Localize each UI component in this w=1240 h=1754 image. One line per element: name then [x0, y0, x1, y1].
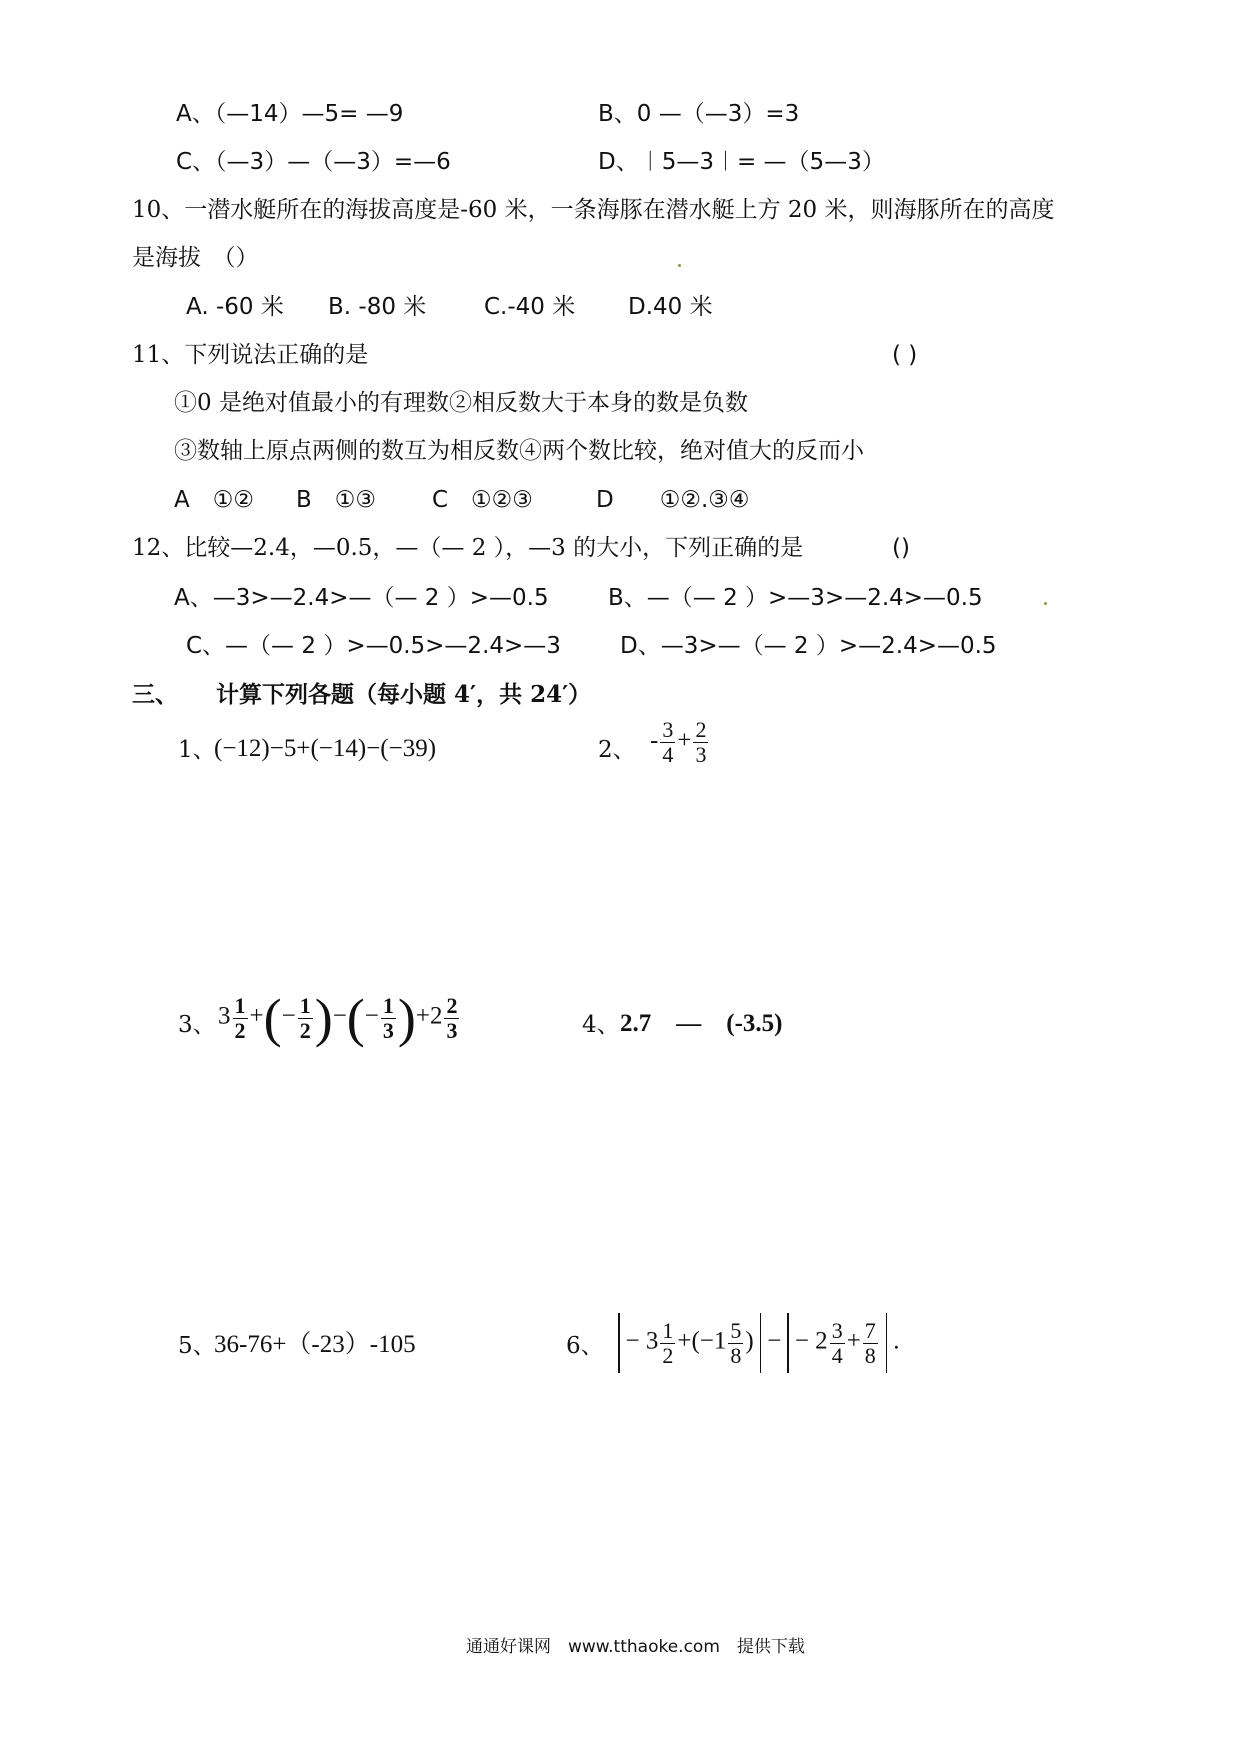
- abs-bar: [618, 1313, 620, 1373]
- fraction: $\frac{1}{2}$: [662, 1317, 674, 1368]
- abs-bar: [886, 1313, 888, 1373]
- fraction: $\frac{5}{8}$: [730, 1317, 742, 1368]
- minus-sign: -: [650, 727, 659, 755]
- q11-statement-1: ①0 是绝对值最小的有理数②相反数大于本身的数是负数: [174, 390, 748, 416]
- q11-option-a: A ①②: [174, 487, 254, 513]
- q9-option-c: C、（—3）—（—3）=—6: [176, 149, 451, 175]
- q9-option-b: B、0 —（—3）=3: [598, 101, 800, 127]
- q12-option-c: C、—（— 2 ）>—0.5>—2.4>—3: [186, 633, 561, 659]
- speck-mark: [678, 264, 681, 267]
- problem-1-label: 1、: [178, 737, 216, 763]
- problem-4-expression: 2.7 — (-3.5): [620, 1010, 783, 1037]
- q11-option-b: B ①③: [296, 487, 377, 513]
- abs-bar: [760, 1313, 762, 1373]
- fraction: $\frac{3}{4}$: [831, 1317, 843, 1368]
- q11-statement-2: ③数轴上原点两侧的数互为相反数④两个数比较，绝对值大的反而小: [174, 438, 864, 464]
- q10-option-c: C.-40 米: [484, 294, 576, 320]
- q10-option-a: A. -60 米: [186, 294, 284, 320]
- problem-6-label: 6、: [566, 1333, 604, 1359]
- fraction: $\frac{1}{2}$: [234, 992, 246, 1043]
- q12-answer-paren: (): [892, 535, 910, 561]
- q10-stem-line2: 是海拔 （）: [132, 245, 259, 271]
- q9-option-d: D、︱5—3︱= —（5—3）: [598, 149, 885, 175]
- q11-option-c: C ①②③: [432, 487, 533, 513]
- q10-option-d: D.40 米: [628, 294, 713, 320]
- q12-stem: 12、比较—2.4，—0.5，—（— 2 ），—3 的大小，下列正确的是: [132, 535, 804, 561]
- fraction: $\frac{2}{3}$: [695, 717, 707, 767]
- abs-bar: [787, 1313, 789, 1373]
- problem-2-expression: [650, 718, 710, 767]
- q12-option-b: B、—（— 2 ）>—3>—2.4>—0.5: [608, 585, 983, 611]
- problem-1-expression: (−12)−5+(−14)−(−39): [214, 735, 437, 762]
- problem-3-expression: 3 $\frac{1}{2}$ +(− $\frac{1}{2}$ )−(− $\frac{1}{3}$ )+2 $\frac{2}{3}$: [218, 988, 458, 1048]
- section-number: 三、: [132, 681, 178, 708]
- fraction: $\frac{7}{8}$: [864, 1317, 876, 1368]
- plus-sign: +: [677, 727, 692, 755]
- q9-option-a: A、（—14）—5= —9: [176, 101, 404, 127]
- q11-stem: 11、下列说法正确的是: [132, 342, 369, 368]
- fraction: $\frac{3}{4}$: [662, 717, 674, 767]
- q11-answer-paren: ( ): [892, 342, 918, 368]
- q10-option-b: B. -80 米: [328, 294, 427, 320]
- q12-option-a: A、—3>—2.4>—（— 2 ）>—0.5: [174, 585, 549, 611]
- q12-option-d: D、—3>—（— 2 ）>—2.4>—0.5: [620, 633, 997, 659]
- problem-6-expression: − 3 $\frac{1}{2}$ +(−1 $\frac{5}{8}$ ) − − 2 $\frac{3}{4}$ + $\frac{7}{8}$ .: [612, 1313, 900, 1373]
- problem-2-label: 2、: [598, 737, 636, 763]
- footer-text: 通通好课网 www.tthaoke.com 提供下载: [466, 1637, 805, 1657]
- section-title: 计算下列各题（每小题 4′，共 24′）: [216, 681, 592, 708]
- problem-5-expression: 36-76+（-23）-105: [214, 1331, 416, 1358]
- problem-4-label: 4、: [582, 1012, 620, 1038]
- speck-mark: [1044, 602, 1047, 605]
- problem-5-label: 5、: [178, 1333, 216, 1359]
- fraction: $\frac{1}{3}$: [382, 992, 394, 1043]
- q11-option-d: D ①②.③④: [596, 487, 750, 513]
- fraction: $\frac{2}{3}$: [446, 992, 458, 1043]
- fraction: $\frac{1}{2}$: [299, 992, 311, 1043]
- q10-stem-line1: 10、一潜水艇所在的海拔高度是-60 米，一条海豚在潜水艇上方 20 米，则海豚所在的高度: [132, 197, 1055, 223]
- problem-3-label: 3、: [178, 1012, 216, 1038]
